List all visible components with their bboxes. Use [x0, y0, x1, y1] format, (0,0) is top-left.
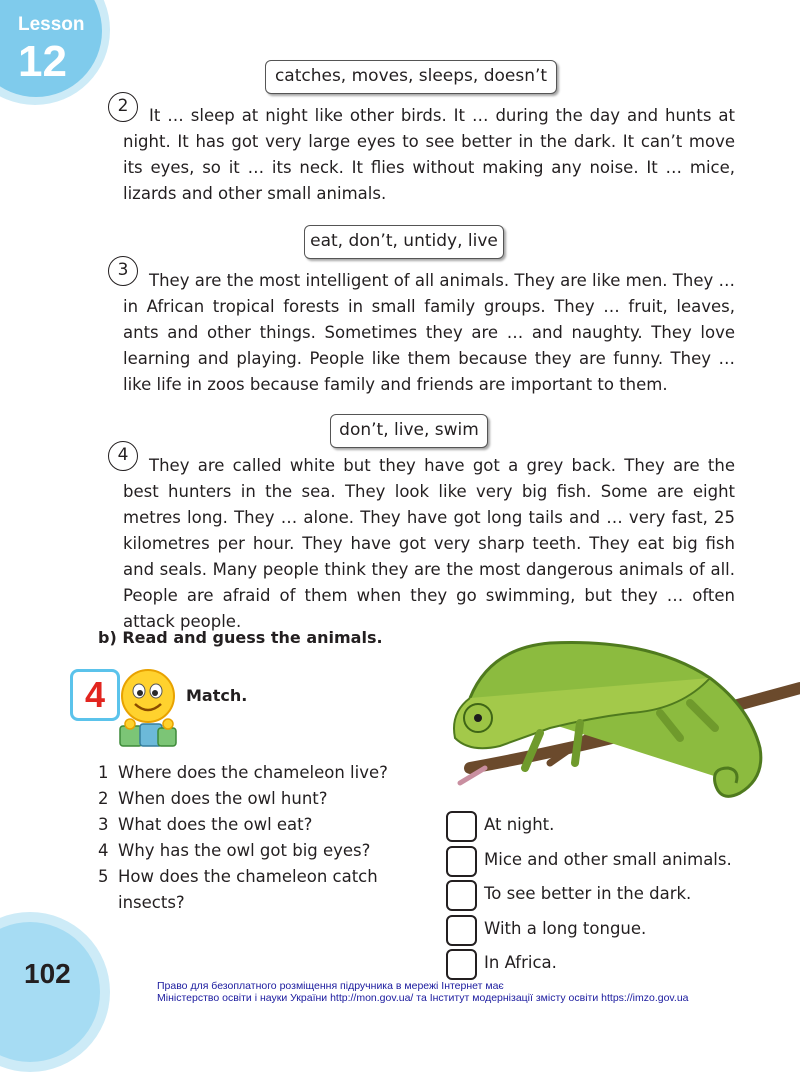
answer-text: At night. [484, 815, 555, 834]
word-box-4: don’t, live, swim [330, 414, 488, 448]
question-text: What does the owl eat? [118, 815, 313, 834]
task-b-heading: b) Read and guess the animals. [98, 628, 383, 647]
passage-2 [123, 103, 735, 207]
lesson-number: 12 [18, 37, 67, 86]
question-number: 1 [98, 763, 109, 782]
question-text: Why has the owl got big eyes? [118, 841, 371, 860]
question-text: How does the chameleon catch insects? [118, 867, 378, 912]
answer-checkbox[interactable] [446, 846, 477, 877]
question-text: When does the owl hunt? [118, 789, 328, 808]
answer-text: To see better in the dark. [484, 884, 692, 903]
word-box-2: catches, moves, sleeps, doesn’t [265, 60, 557, 94]
question-item [98, 786, 398, 812]
answer-text: In Africa. [484, 953, 557, 972]
passage-number-3: 3 [108, 256, 138, 286]
question-number: 2 [98, 789, 109, 808]
footer-line-2: Міністерство освіти і науки України http://mon.gov.ua/ та Інститут модернізації змісту освіти https://imzo.gov.ua [157, 992, 689, 1004]
question-item [98, 864, 398, 916]
passage-number-2: 2 [108, 92, 138, 122]
answer-checkbox[interactable] [446, 915, 477, 946]
question-text: Where does the chameleon live? [118, 763, 388, 782]
answer-checkbox[interactable] [446, 949, 477, 980]
word-box-3: eat, don’t, untidy, live [304, 225, 504, 259]
exercise-title: Match. [186, 686, 248, 705]
passage-2-text: It … sleep at night like other birds. It … during the day and hunts at night. It has got very large eyes to see better in the dark. It can’t move its eyes, so it … its neck. It flies without making any noise. It … mice, lizards and other small animals. [123, 106, 735, 203]
question-list [98, 760, 398, 916]
question-number: 4 [98, 841, 109, 860]
question-number: 3 [98, 815, 109, 834]
answer-text: Mice and other small animals. [484, 849, 732, 869]
question-item [98, 838, 398, 864]
lesson-label: Lesson [18, 14, 85, 35]
passage-3 [123, 268, 735, 398]
footer-notice [157, 980, 689, 1004]
passage-3-text: They are the most intelligent of all animals. They are like men. They … in African tropical forests in small family groups. They … fruit, leaves, ants and other things. Sometimes they are … and naughty. They love learning and playing. People like them because they are funny. They … like life in zoos because family and friends are important to them. [123, 271, 735, 394]
passage-4-text: They are called white but they have got a grey back. They are the best hunters in the sea. They look like very big fish. Some are eight metres long. They … alone. They have got long tails and … very fast, 25 kilometres per hour. They have got very sharp teeth. They eat big fish and seals. Many people think they are the most dangerous animals of all. People are afraid of them when they go swimming, but they … often attack people. [123, 456, 735, 631]
smiley-puzzle-icon [110, 666, 182, 754]
answer-checkbox[interactable] [446, 811, 477, 842]
footer-line-1: Право для безоплатного розміщення підручника в мережі Інтернет має [157, 980, 504, 992]
passage-4 [123, 453, 735, 635]
question-number: 5 [98, 867, 109, 886]
passage-number-4: 4 [108, 441, 138, 471]
answer-text: With a long tongue. [484, 918, 647, 938]
question-item [98, 812, 398, 838]
page-number: 102 [24, 958, 71, 989]
question-item [98, 760, 398, 786]
exercise-number: 4 [70, 669, 120, 721]
answer-checkbox[interactable] [446, 880, 477, 911]
chameleon-image [430, 618, 800, 818]
